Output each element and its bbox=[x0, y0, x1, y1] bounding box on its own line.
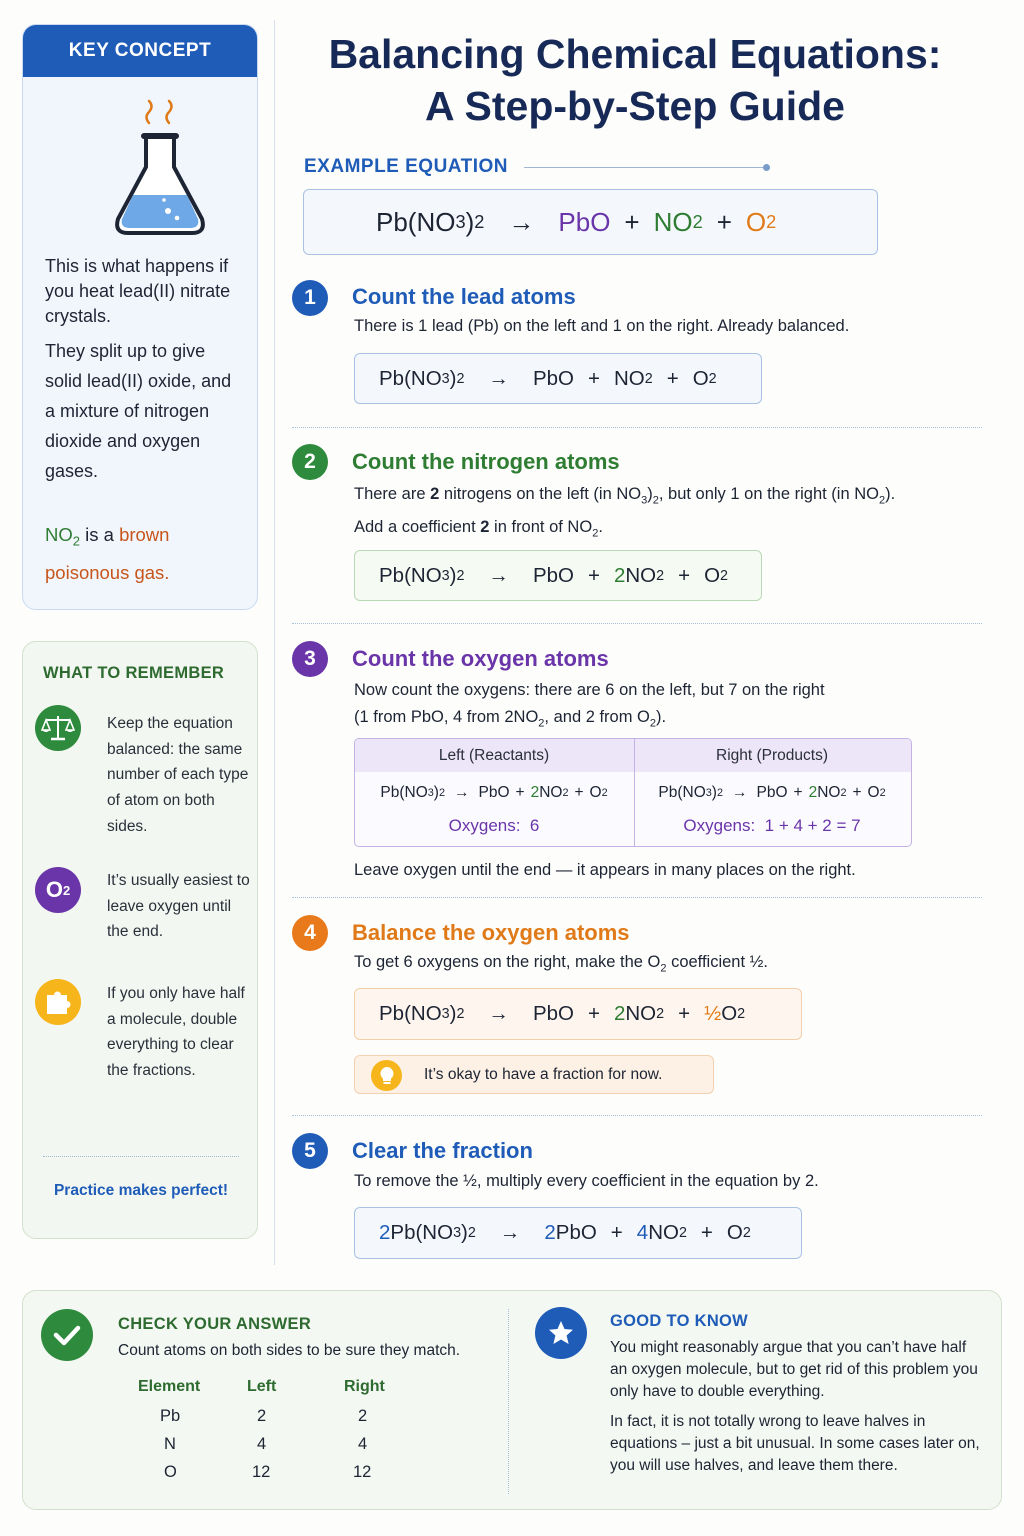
lightbulb-icon bbox=[371, 1060, 402, 1091]
table-cell-right-count: Oxygens: 1 + 4 + 2 = 7 bbox=[683, 816, 861, 835]
step-3-text: Now count the oxygens: there are 6 on the left, but 7 on the right (1 from PbO, 4 from $2NO_2$, and 2 from $O_2$). bbox=[354, 681, 825, 730]
step-3-title: Count the oxygen atoms bbox=[352, 646, 609, 671]
step-5-text: To remove the ½, multiply every coefficient in the equation by 2. bbox=[354, 1172, 819, 1190]
step-4-number: 4 bbox=[292, 915, 328, 951]
check-table-cell: N bbox=[164, 1435, 176, 1453]
key-concept-text-1: This is what happens if you heat lead(II) nitrate crystals. bbox=[45, 256, 231, 326]
step-3-number: 3 bbox=[292, 641, 328, 677]
good-to-know-text-1: You might reasonably argue that you can’t have half an oxygen molecule, but to get rid of this problem you only have to double everything. bbox=[610, 1339, 978, 1400]
step-2-text: There are 2 nitrogens on the left (in $NO_3)_2$, but only 1 on the right (in $NO_2$). Add a coefficient 2 in front of $NO_2$. bbox=[354, 485, 896, 540]
check-table-header: Left bbox=[247, 1378, 277, 1395]
remember-item-text: If you only have half a molecule, double everything to clear the fractions. bbox=[107, 985, 245, 1080]
table-header-right: Right (Products) bbox=[633, 739, 911, 772]
check-table-cell: Pb bbox=[160, 1407, 181, 1425]
remember-footer: Practice makes perfect! bbox=[53, 1182, 229, 1199]
column-divider bbox=[274, 20, 275, 1265]
good-to-know-title: GOOD TO KNOW bbox=[610, 1312, 749, 1330]
summary-divider bbox=[508, 1309, 509, 1494]
good-to-know-text-2: In fact, it is not totally wrong to leave halves in equations – just a bit unusual. In some cases later on, you will use halves, and leave them there. bbox=[610, 1413, 980, 1474]
step-4-equation: Pb(NO 3 ) 2 → PbO + 2 NO 2 + ½ O 2 bbox=[354, 988, 802, 1040]
balance-scale-icon bbox=[35, 705, 81, 751]
oxygen-icon: O 2 bbox=[35, 867, 81, 913]
step-3-note: Leave oxygen until the end — it appears in many places on the right. bbox=[354, 861, 856, 879]
key-concept-header: KEY CONCEPT bbox=[23, 25, 257, 77]
example-equation-label: EXAMPLE EQUATION bbox=[304, 156, 508, 177]
step-divider bbox=[292, 1115, 982, 1116]
step-divider bbox=[292, 427, 982, 428]
step-1-title: Count the lead atoms bbox=[352, 284, 576, 309]
check-table-cell: 2 bbox=[257, 1407, 267, 1425]
step-5-equation: 2 Pb(NO 3 ) 2 → 2 PbO + 4 NO 2 + O 2 bbox=[354, 1207, 802, 1259]
step-2-equation: Pb(NO 3 ) 2 → PbO + 2 NO 2 + O 2 bbox=[354, 550, 762, 601]
what-to-remember-card bbox=[22, 641, 258, 1239]
puzzle-piece-icon bbox=[35, 979, 81, 1025]
star-icon bbox=[535, 1307, 587, 1359]
step-divider bbox=[292, 897, 982, 898]
step-2-title: Count the nitrogen atoms bbox=[352, 449, 620, 474]
check-table-cell: 12 bbox=[353, 1463, 372, 1481]
check-table-header: Element bbox=[138, 1378, 201, 1395]
table-header-left: Left (Reactants) bbox=[355, 739, 633, 772]
step-1-equation: Pb(NO 3 ) 2 → PbO + NO 2 + O 2 bbox=[354, 353, 762, 404]
check-table-cell: 12 bbox=[252, 1463, 271, 1481]
summary-card bbox=[22, 1290, 1002, 1510]
check-answer-title: CHECK YOUR ANSWER bbox=[118, 1315, 312, 1333]
example-label-dot bbox=[763, 164, 770, 171]
check-answer-text: Count atoms on both sides to be sure they match. bbox=[118, 1342, 461, 1359]
remember-title: WHAT TO REMEMBER bbox=[43, 664, 225, 682]
check-table-cell: O bbox=[164, 1463, 177, 1481]
tip-text: It’s okay to have a fraction for now. bbox=[424, 1066, 663, 1083]
step-5-number: 5 bbox=[292, 1133, 328, 1169]
remember-item-text: It’s usually easiest to leave oxygen until the end. bbox=[107, 872, 250, 941]
key-concept-text-2: They split up to give solid lead(II) oxide, and a mixture of nitrogen dioxide and oxygen gases. bbox=[45, 341, 232, 481]
check-table-header: Right bbox=[344, 1378, 385, 1395]
step-2-number: 2 bbox=[292, 444, 328, 480]
step-4-text: To get 6 oxygens on the right, make the $O_2$ coefficient ½. bbox=[354, 953, 768, 975]
step-5-title: Clear the fraction bbox=[352, 1138, 533, 1163]
check-table-cell: 4 bbox=[257, 1435, 267, 1453]
table-cell-left-equation: Pb(NO 3 ) 2 → PbO + 2 NO 2 + O 2 bbox=[380, 784, 608, 801]
step-divider bbox=[292, 623, 982, 624]
checkmark-icon bbox=[41, 1309, 93, 1361]
table-cell-left-count: Oxygens: 6 bbox=[448, 816, 540, 835]
key-concept-note: $NO_2$ is a brown poisonous gas. bbox=[45, 524, 170, 583]
fraction-tip bbox=[354, 1055, 714, 1094]
check-table-cell: 4 bbox=[358, 1435, 368, 1453]
step-1-text: There is 1 lead (Pb) on the left and 1 on the right. Already balanced. bbox=[354, 317, 850, 335]
remember-item-text: Keep the equation balanced: the same number of each type of atom on both sides. bbox=[107, 715, 249, 835]
table-cell-right-equation: Pb(NO 3 ) 2 → PbO + 2 NO 2 + O 2 bbox=[658, 784, 886, 801]
oxygen-count-table bbox=[354, 738, 912, 847]
example-label-rule bbox=[524, 167, 766, 168]
step-4-title: Balance the oxygen atoms bbox=[352, 920, 630, 945]
page-title: Balancing Chemical Equations: A Step-by-Step Guide bbox=[328, 31, 942, 129]
remember-divider bbox=[43, 1156, 239, 1157]
step-1-number: 1 bbox=[292, 280, 328, 316]
example-equation-box: Pb(NO 3 ) 2 → PbO + NO 2 + O 2 bbox=[303, 189, 878, 255]
check-table-cell: 2 bbox=[358, 1407, 368, 1425]
flask-icon bbox=[111, 97, 207, 267]
key-concept-card bbox=[22, 24, 258, 610]
